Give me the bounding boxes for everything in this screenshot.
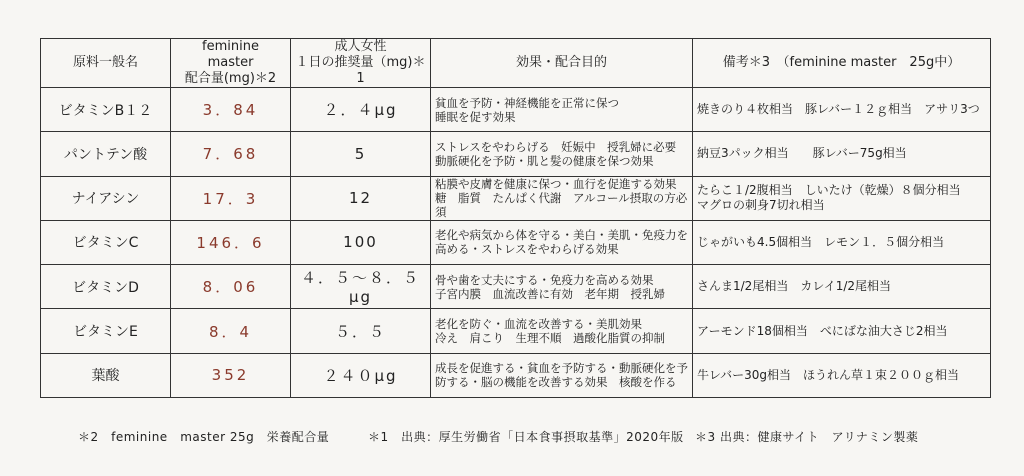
ingredient-name-cell: ビタミンC <box>41 220 171 264</box>
footnote-3: ＊3 出典：健康サイト アリナミン製薬 <box>695 430 919 444</box>
ingredient-name-cell: ビタミンD <box>41 265 171 309</box>
remarks-cell <box>693 176 991 220</box>
remarks-cell <box>693 265 991 309</box>
table-row <box>41 132 991 176</box>
effect-line: 成長を促進する・貧血を予防する・動脈硬化を予 <box>435 361 688 376</box>
footnote-1: ＊1 出典：厚生労働省「日本食事摂取基準」2020年版 <box>368 430 684 444</box>
blend-amount-cell: 146．6 <box>171 220 291 264</box>
blend-amount-cell: 352 <box>171 353 291 397</box>
remarks-line: マグロの刺身7切れ相当 <box>697 198 825 213</box>
recommended-intake-cell: ２．４μg <box>291 88 431 132</box>
effect-line: ストレスをやわらげる 妊娠中 授乳婦に必要 <box>435 139 677 154</box>
header-blend-amount-line3: 配合量(mg)＊2 <box>184 71 277 86</box>
effect-cell <box>431 132 693 176</box>
recommended-intake-cell: ２４０μg <box>291 353 431 397</box>
effect-line: 老化を防ぐ・血流を改善する・美肌効果 <box>435 317 642 332</box>
blend-amount-cell: 8．4 <box>171 309 291 353</box>
effect-line: 動脈硬化を予防・肌と髪の健康を保つ効果 <box>435 153 654 168</box>
blend-amount-cell: 7．68 <box>171 132 291 176</box>
table-row <box>41 309 991 353</box>
remarks-cell <box>693 353 991 397</box>
ingredient-name-cell: ナイアシン <box>41 176 171 220</box>
nutrition-table <box>40 38 991 398</box>
remarks-cell <box>693 220 991 264</box>
table-row <box>41 220 991 264</box>
ingredient-name-cell: パントテン酸 <box>41 132 171 176</box>
header-recommended-line2: １日の推奨量（mg)＊1 <box>295 55 426 86</box>
recommended-intake-cell: ４．５～８．５μg <box>291 265 431 309</box>
table-row <box>41 353 991 397</box>
effect-cell <box>431 309 693 353</box>
effect-line: 須 <box>435 205 447 220</box>
remarks-cell <box>693 132 991 176</box>
effect-cell <box>431 220 693 264</box>
header-recommended-line1: 成人女性 <box>334 39 387 54</box>
recommended-intake-cell: 12 <box>291 176 431 220</box>
effect-line: 粘膜や皮膚を健康に保つ・血行を促進する効果 <box>435 177 677 192</box>
effect-line: 骨や歯を丈夫にする・免疫力を高める効果 <box>435 272 654 287</box>
blend-amount-cell: 3．84 <box>171 88 291 132</box>
table-row <box>41 265 991 309</box>
ingredient-name-cell: 葉酸 <box>41 353 171 397</box>
recommended-intake-cell: 100 <box>291 220 431 264</box>
ingredient-name-cell: ビタミンB１２ <box>41 88 171 132</box>
remarks-cell <box>693 88 991 132</box>
remarks-cell <box>693 309 991 353</box>
blend-amount-cell: 17．3 <box>171 176 291 220</box>
recommended-intake-cell: 5 <box>291 132 431 176</box>
effect-cell <box>431 353 693 397</box>
table-row <box>41 88 991 132</box>
effect-line: 糖 脂質 たんぱく代謝 アルコール摂取の方必 <box>435 191 688 206</box>
effect-cell <box>431 88 693 132</box>
header-effect: 効果・配合目的 <box>431 39 693 88</box>
ingredient-name-cell: ビタミンE <box>41 309 171 353</box>
effect-line: 老化や病気から体を守る・美白・美肌・免疫力を <box>435 228 688 243</box>
remarks-line: 焼きのり４枚相当 豚レバー１２ｇ相当 アサリ3つ <box>697 102 980 117</box>
recommended-intake-cell: ５．５ <box>291 309 431 353</box>
effect-line: 高める・ストレスをやわらげる効果 <box>435 242 619 257</box>
remarks-line: たらこ１/2腹相当 しいたけ（乾燥）８個分相当 <box>697 183 961 198</box>
header-ingredient-name: 原料一般名 <box>41 39 171 88</box>
table-row <box>41 176 991 220</box>
remarks-line: アーモンド18個相当 べにばな油大さじ2相当 <box>697 323 948 338</box>
header-blend-amount <box>171 39 291 88</box>
header-row <box>41 39 991 88</box>
effect-cell <box>431 265 693 309</box>
header-recommended-intake <box>291 39 431 88</box>
header-blend-amount-line1: feminine <box>202 39 259 54</box>
effect-line: 睡眠を促す効果 <box>435 109 516 124</box>
effect-cell <box>431 176 693 220</box>
blend-amount-cell: 8．06 <box>171 265 291 309</box>
header-remarks: 備考＊3 （feminine master 25g中） <box>693 39 991 88</box>
remarks-line: じゃがいも4.5個相当 レモン１．５個分相当 <box>697 234 945 249</box>
effect-line: 子宮内膜 血流改善に有効 老年期 授乳婦 <box>435 286 665 301</box>
header-blend-amount-line2: master <box>207 55 254 70</box>
effect-line: 冷え 肩こり 生理不順 過酸化脂質の抑制 <box>435 331 665 346</box>
footnote-2: ＊2 feminine master 25g 栄養配合量 <box>78 430 330 444</box>
effect-line: 防する・脳の機能を改善する効果 核酸を作る <box>435 375 677 390</box>
remarks-line: 納豆3パック相当 豚レバー75g相当 <box>697 146 907 161</box>
remarks-line: さんま1/2尾相当 カレイ1/2尾相当 <box>697 279 892 294</box>
effect-line: 貧血を予防・神経機能を正常に保つ <box>435 95 619 110</box>
remarks-line: 牛レバー30g相当 ほうれん草１束２００ｇ相当 <box>697 367 960 382</box>
